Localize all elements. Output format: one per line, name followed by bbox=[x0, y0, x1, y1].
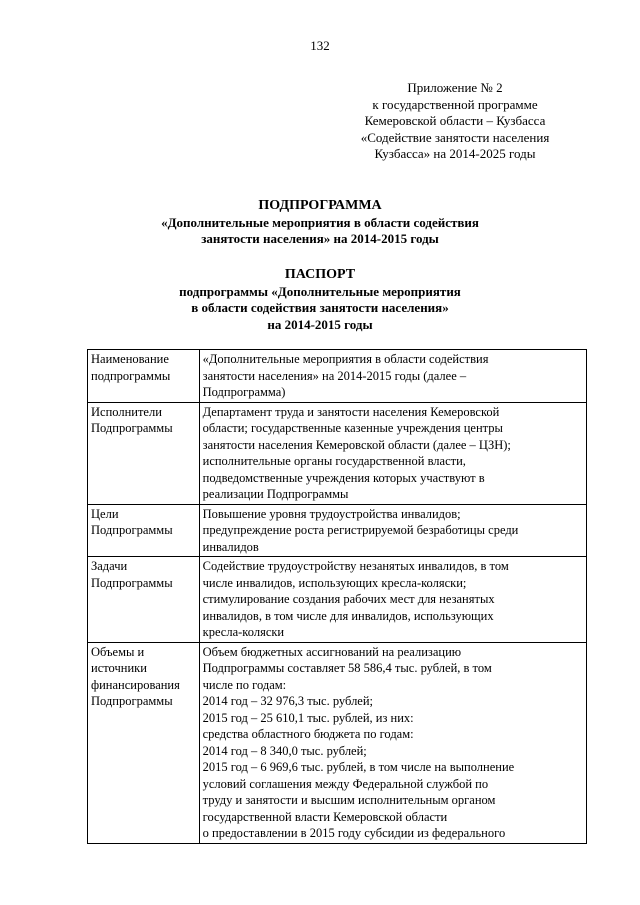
row-value-line: стимулирование создания рабочих мест для незанятых bbox=[202, 592, 495, 606]
row-value-line: инвалидов, в том числе для инвалидов, использующих bbox=[202, 608, 494, 623]
row-label-line: Подпрограммы bbox=[91, 575, 173, 590]
row-value-line: о предоставлении в 2015 году субсидии из федерального bbox=[202, 826, 506, 840]
row-value-cell bbox=[199, 402, 586, 504]
appendix-line: Кемеровской области – Кузбасса bbox=[364, 113, 546, 128]
row-label-line: Исполнители bbox=[91, 404, 162, 419]
appendix-block bbox=[340, 80, 570, 163]
row-value-line: Содействие трудоустройству незанятых инвалидов, в том bbox=[202, 559, 509, 573]
row-value-line: исполнительные органы государственной власти, bbox=[202, 454, 466, 468]
row-value-line: предупреждение роста регистрируемой безработицы среди bbox=[202, 523, 519, 537]
row-label-line: Задачи bbox=[91, 559, 128, 573]
row-value-line: 2014 год – 8 340,0 тыс. рублей; bbox=[202, 743, 367, 758]
row-value-line: числе по годам: bbox=[202, 677, 287, 692]
row-value-line: Повышение уровня трудоустройства инвалидов; bbox=[202, 506, 461, 521]
row-value-line: занятости населения» на 2014-2015 годы (далее – bbox=[202, 368, 467, 383]
row-label-line: Подпрограммы bbox=[91, 523, 173, 537]
row-value-cell bbox=[199, 557, 586, 643]
passport-table bbox=[87, 349, 587, 844]
row-value-line: Подпрограммы составляет 58 586,4 тыс. рублей, в том bbox=[202, 661, 492, 675]
appendix-line: Приложение № 2 bbox=[407, 80, 503, 95]
row-label-cell bbox=[88, 557, 200, 643]
row-value-line: числе инвалидов, использующих кресла-коляски; bbox=[202, 575, 467, 590]
row-label-line: Цели bbox=[91, 506, 119, 521]
passport-heading bbox=[0, 267, 640, 333]
row-label-line: источники bbox=[91, 661, 147, 675]
row-label-line: Подпрограммы bbox=[91, 694, 173, 708]
row-value-line: занятости населения Кемеровской области (далее – ЦЗН); bbox=[202, 437, 511, 452]
row-label-cell bbox=[88, 504, 200, 557]
row-value-cell bbox=[199, 350, 586, 403]
passport-line: в области содействия занятости населения» bbox=[191, 300, 449, 315]
row-value-line: государственной власти Кемеровской области bbox=[202, 809, 448, 824]
row-value-line: Департамент труда и занятости населения Кемеровской bbox=[202, 404, 500, 419]
passport-title: ПАСПОРТ bbox=[284, 267, 356, 282]
table-row bbox=[88, 642, 587, 843]
page-number: 132 bbox=[310, 38, 330, 53]
row-value-line: реализации Подпрограммы bbox=[202, 487, 349, 501]
subprogram-line: «Дополнительные мероприятия в области содействия bbox=[161, 214, 479, 230]
row-value-line: Подпрограмма) bbox=[202, 385, 286, 399]
row-value-line: труду и занятости и высшим исполнительным органом bbox=[202, 793, 496, 807]
row-value-line: области; государственные казенные учреждения центры bbox=[202, 421, 503, 435]
row-value-line: 2014 год – 32 976,3 тыс. рублей; bbox=[202, 694, 374, 708]
passport-table-body bbox=[88, 350, 587, 844]
row-value-line: условий соглашения между Федеральной службой по bbox=[202, 776, 489, 791]
row-value-line: подведомственные учреждения которых участвуют в bbox=[202, 470, 485, 485]
subprogram-heading bbox=[0, 198, 640, 248]
row-value-line: 2015 год – 25 610,1 тыс. рублей, из них: bbox=[202, 710, 414, 725]
table-row bbox=[88, 557, 587, 643]
row-label-line: Объемы и bbox=[91, 644, 145, 659]
row-value-line: кресла-коляски bbox=[202, 625, 285, 639]
table-row bbox=[88, 350, 587, 403]
row-value-cell bbox=[199, 642, 586, 843]
appendix-line: Кузбасса» на 2014-2025 годы bbox=[374, 146, 536, 161]
row-label-line: Наименование bbox=[91, 352, 169, 366]
row-label-cell bbox=[88, 350, 200, 403]
row-label-line: Подпрограммы bbox=[91, 421, 173, 435]
row-value-cell bbox=[199, 504, 586, 557]
subprogram-line: занятости населения» на 2014-2015 годы bbox=[201, 231, 439, 246]
appendix-line: «Содействие занятости населения bbox=[360, 129, 550, 145]
row-value-line: Объем бюджетных ассигнований на реализацию bbox=[202, 644, 462, 659]
passport-line: подпрограммы «Дополнительные мероприятия bbox=[179, 283, 461, 299]
subprogram-title: ПОДПРОГРАММА bbox=[258, 198, 382, 213]
row-value-line: «Дополнительные мероприятия в области содействия bbox=[202, 352, 489, 366]
row-label-cell bbox=[88, 402, 200, 504]
row-value-line: 2015 год – 6 969,6 тыс. рублей, в том числе на выполнение bbox=[202, 760, 515, 774]
row-label-line: подпрограммы bbox=[91, 368, 171, 383]
table-row bbox=[88, 504, 587, 557]
row-label-cell bbox=[88, 642, 200, 843]
table-row bbox=[88, 402, 587, 504]
passport-line: на 2014-2015 годы bbox=[267, 316, 373, 332]
row-value-line: инвалидов bbox=[202, 539, 259, 554]
row-label-line: финансирования bbox=[91, 677, 180, 692]
appendix-line: к государственной программе bbox=[372, 96, 538, 112]
row-value-line: средства областного бюджета по годам: bbox=[202, 727, 414, 741]
